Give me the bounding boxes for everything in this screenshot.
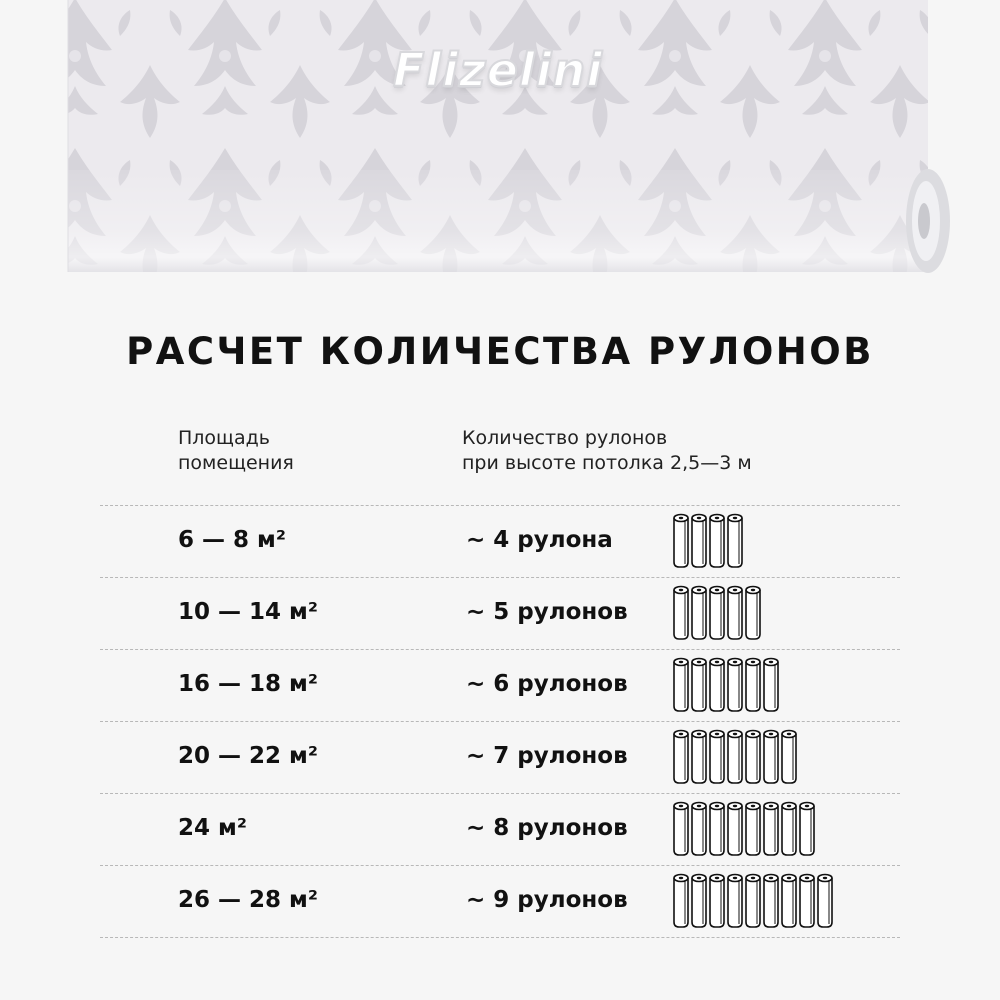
wallpaper-roll-icon	[692, 731, 706, 784]
row-area-value: 10 — 14 м²	[178, 599, 318, 625]
wallpaper-roll-icon	[728, 587, 742, 640]
roll-icons-group	[672, 656, 784, 714]
wallpaper-roll-icon	[692, 875, 706, 928]
table-row	[100, 721, 900, 793]
wallpaper-roll-icon	[710, 659, 724, 712]
wallpaper-roll-icon	[782, 731, 796, 784]
wallpaper-roll-icon	[692, 587, 706, 640]
wallpaper-roll-icon	[746, 731, 760, 784]
wallpaper-roll-icon	[728, 803, 742, 856]
wallpaper-roll-icon	[674, 659, 688, 712]
table-row	[100, 577, 900, 649]
wallpaper-roll-icon	[710, 803, 724, 856]
column-header-count-line2: при высоте потолка 2,5—3 м	[462, 452, 752, 474]
row-area-value: 20 — 22 м²	[178, 743, 318, 769]
wallpaper-roll-icon	[818, 875, 832, 928]
brand-logo: Flizelini	[393, 43, 603, 97]
row-roll-count: ~ 6 рулонов	[466, 671, 628, 697]
wallpaper-roll-icon	[746, 659, 760, 712]
wallpaper-roll-icon	[710, 875, 724, 928]
roll-icons-group	[672, 512, 748, 570]
wallpaper-roll-icon	[764, 875, 778, 928]
wallpaper-roll-icon	[674, 587, 688, 640]
wallpaper-roll-icon	[782, 803, 796, 856]
wallpaper-roll-icon	[764, 731, 778, 784]
column-header-area-line1: Площадь	[178, 427, 270, 449]
column-header-count	[462, 426, 752, 476]
table-row	[100, 865, 900, 937]
row-divider	[100, 937, 900, 938]
roll-icons-group	[672, 584, 766, 642]
wallpaper-roll-icon	[728, 731, 742, 784]
wallpaper-roll-icon	[692, 803, 706, 856]
table-row	[100, 505, 900, 577]
row-roll-count: ~ 8 рулонов	[466, 815, 628, 841]
row-roll-count: ~ 4 рулона	[466, 527, 613, 553]
wallpaper-roll-icon	[800, 875, 814, 928]
column-header-area-line2: помещения	[178, 452, 294, 474]
wallpaper-roll-icon	[710, 587, 724, 640]
row-roll-count: ~ 9 рулонов	[466, 887, 628, 913]
wallpaper-roll-icon	[764, 659, 778, 712]
wallpaper-roll-icon	[764, 803, 778, 856]
roll-icons-group	[672, 872, 838, 930]
wallpaper-roll-image	[0, 0, 1000, 300]
row-area-value: 24 м²	[178, 815, 247, 841]
wallpaper-roll-icon	[674, 731, 688, 784]
wallpaper-roll-icon	[746, 803, 760, 856]
wallpaper-roll-icon	[746, 875, 760, 928]
wallpaper-roll-icon	[674, 515, 688, 568]
wallpaper-roll-icon	[692, 515, 706, 568]
roll-icons-group	[672, 800, 820, 858]
row-roll-count: ~ 5 рулонов	[466, 599, 628, 625]
row-area-value: 16 — 18 м²	[178, 671, 318, 697]
wallpaper-roll-icon	[710, 731, 724, 784]
column-header-count-line1: Количество рулонов	[462, 427, 668, 449]
wallpaper-roll-icon	[728, 875, 742, 928]
wallpaper-roll-icon	[800, 803, 814, 856]
wallpaper-roll-icon	[728, 659, 742, 712]
row-area-value: 6 — 8 м²	[178, 527, 286, 553]
column-header-area	[178, 426, 294, 476]
table-row	[100, 793, 900, 865]
wallpaper-roll-icon	[710, 515, 724, 568]
row-roll-count: ~ 7 рулонов	[466, 743, 628, 769]
wallpaper-roll-icon	[692, 659, 706, 712]
wallpaper-roll-icon	[782, 875, 796, 928]
page-title: РАСЧЕТ КОЛИЧЕСТВА РУЛОНОВ	[126, 330, 874, 373]
wallpaper-roll-icon	[746, 587, 760, 640]
wallpaper-roll-icon	[728, 515, 742, 568]
table-row	[100, 649, 900, 721]
roll-icons-group	[672, 728, 802, 786]
wallpaper-roll-icon	[674, 875, 688, 928]
row-area-value: 26 — 28 м²	[178, 887, 318, 913]
wallpaper-roll-icon	[674, 803, 688, 856]
